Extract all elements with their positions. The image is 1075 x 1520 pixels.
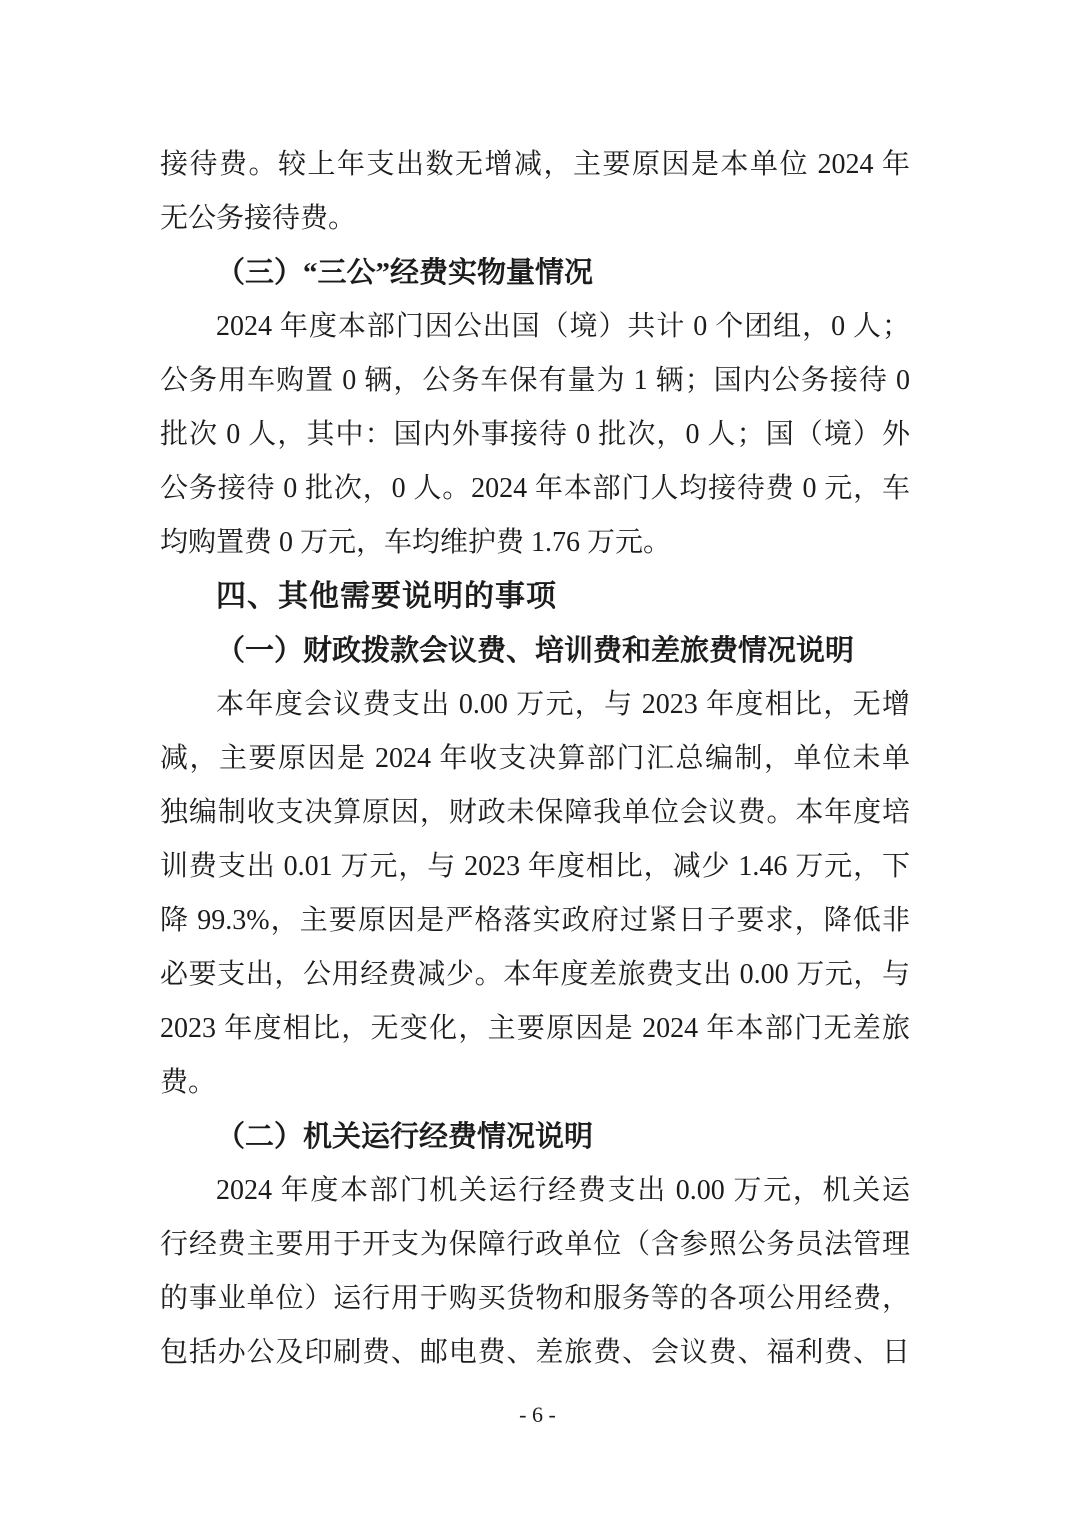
paragraph-line: 的事业单位）运行用于购买货物和服务等的各项公用经费， bbox=[160, 1283, 910, 1314]
paragraph-line: 必要支出，公用经费减少。本年度差旅费支出 0.00 万元，与 bbox=[160, 959, 910, 990]
paragraph-line: 减，主要原因是 2024 年收支决算部门汇总编制，单位未单 bbox=[160, 743, 910, 774]
paragraph-line: 费。 bbox=[160, 1067, 217, 1098]
page-number: - 6 - bbox=[519, 1402, 556, 1427]
heading-agency-operating-expense-note: （二）机关运行经费情况说明 bbox=[216, 1121, 594, 1153]
paragraph-line: 独编制收支决算原因，财政未保障我单位会议费。本年度培 bbox=[160, 797, 910, 828]
paragraph-line: 公务用车购置 0 辆，公务车保有量为 1 辆；国内公务接待 0 bbox=[160, 365, 910, 396]
paragraph-line: 降 99.3%，主要原因是严格落实政府过紧日子要求，降低非 bbox=[160, 905, 910, 936]
heading-meeting-training-travel-note: （一）财政拨款会议费、培训费和差旅费情况说明 bbox=[216, 635, 855, 667]
heading-three-public-funds-physical: （三）“三公”经费实物量情况 bbox=[216, 257, 594, 289]
heading-section-four-other-items: 四、其他需要说明的事项 bbox=[216, 580, 557, 613]
paragraph-line: 均购置费 0 万元，车均维护费 1.76 万元。 bbox=[160, 527, 672, 558]
paragraph-line: 2024 年度本部门因公出国（境）共计 0 个团组，0 人； bbox=[216, 311, 910, 342]
paragraph-line: 包括办公及印刷费、邮电费、差旅费、会议费、福利费、日 bbox=[160, 1337, 910, 1368]
paragraph-line: 公务接待 0 批次，0 人。2024 年本部门人均接待费 0 元，车 bbox=[160, 473, 910, 504]
paragraph-line: 2024 年度本部门机关运行经费支出 0.00 万元，机关运 bbox=[216, 1175, 910, 1206]
paragraph-line: 行经费主要用于开支为保障行政单位（含参照公务员法管理 bbox=[160, 1229, 910, 1260]
paragraph-line: 批次 0 人，其中：国内外事接待 0 批次，0 人；国（境）外 bbox=[160, 419, 910, 450]
paragraph-line: 本年度会议费支出 0.00 万元，与 2023 年度相比，无增 bbox=[216, 689, 910, 720]
paragraph-line: 无公务接待费。 bbox=[160, 203, 357, 234]
paragraph-line: 训费支出 0.01 万元，与 2023 年度相比，减少 1.46 万元，下 bbox=[160, 851, 910, 882]
paragraph-line: 2023 年度相比，无变化，主要原因是 2024 年本部门无差旅 bbox=[160, 1013, 910, 1044]
paragraph-line: 接待费。较上年支出数无增减，主要原因是本单位 2024 年 bbox=[160, 149, 910, 180]
document-body bbox=[160, 138, 910, 1380]
